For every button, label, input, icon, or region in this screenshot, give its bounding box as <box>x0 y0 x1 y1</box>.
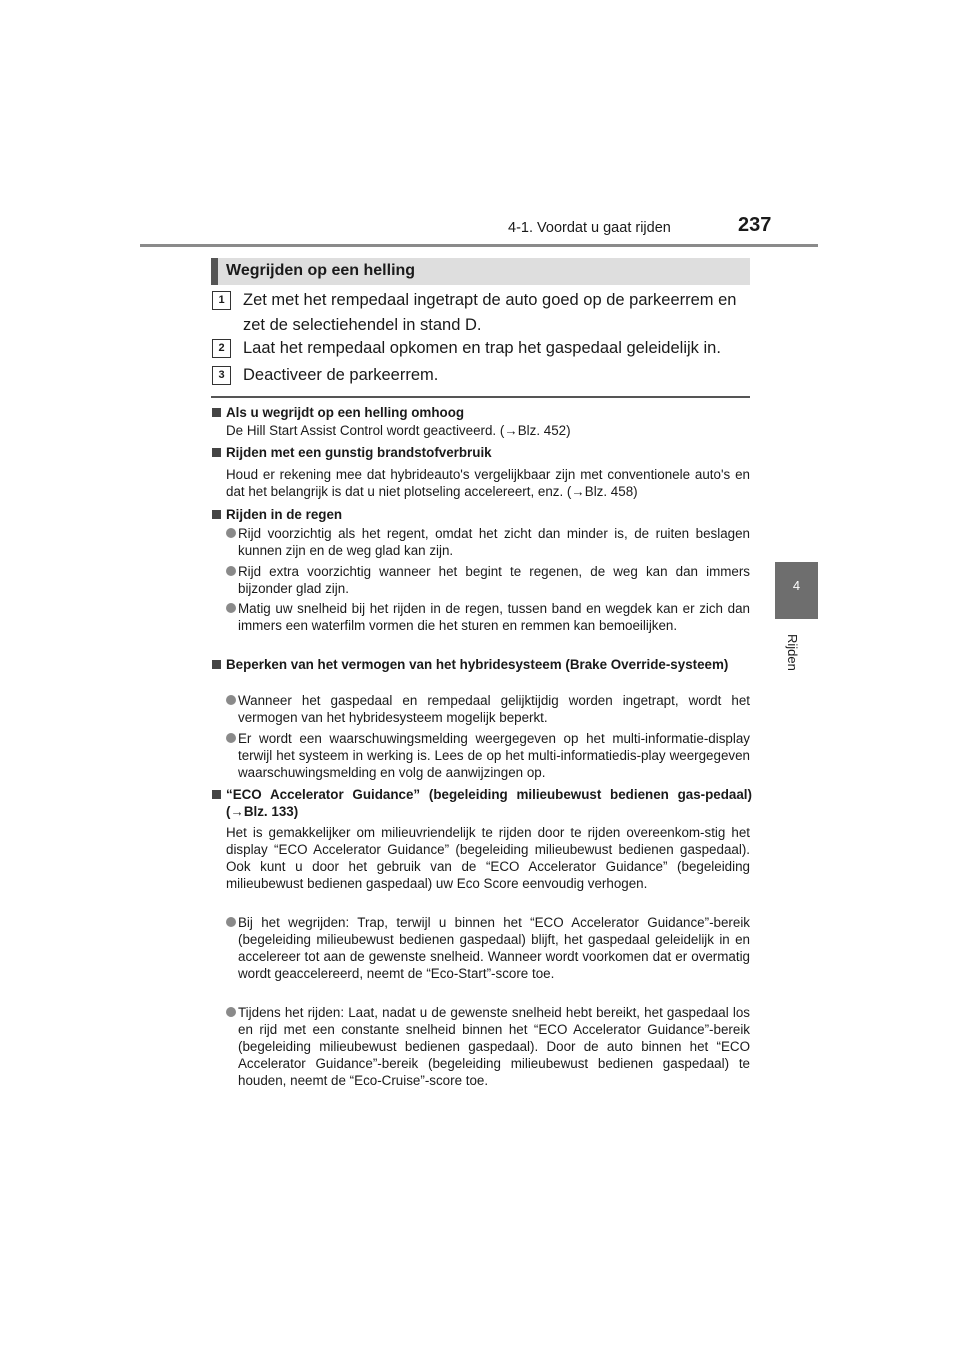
step-number-1: 1 <box>212 291 231 310</box>
note-heading-text: Beperken van het vermogen van het hybridesysteem (Brake Override-systeem) <box>226 657 729 672</box>
square-bullet-icon <box>212 408 221 417</box>
circle-bullet-icon <box>226 1007 236 1017</box>
list-item-text: Rijd voorzichtig als het regent, omdat het zicht dan minder is, de ruiten beslagen kunnen zijn en de weg glad kan zijn. <box>238 526 750 558</box>
note-body: Het is gemakkelijker om milieuvriendelijk te rijden door te rijden overeenkom-stig het display “ECO Accelerator Guidance” (begeleiding milieubewust bedienen gaspedaal). Ook kunt u door het gebruik van de “ECO Accelerator Guidance” (begeleiding milieubewust bedienen gaspedaal) uw Eco Score eenvoudig verhogen. <box>226 825 750 891</box>
square-bullet-icon <box>212 790 221 799</box>
square-bullet-icon <box>212 448 221 457</box>
circle-bullet-icon <box>226 528 236 538</box>
note-heading <box>212 444 752 461</box>
header-section-title: 4-1. Voordat u gaat rijden <box>508 220 671 236</box>
note-heading-text: Rijden met een gunstig brandstofverbruik <box>226 445 492 460</box>
step-text-3: Deactiveer de parkeerrem. <box>243 366 439 384</box>
list-item-text: Er wordt een waarschuwingsmelding weergegeven op het multi-informatie-display terwijl het systeem in werking is. Lees de op het multi-informatiedis-play weergegeven waarschuwingsmelding en volg de aanwijzingen op. <box>238 731 750 780</box>
page-number: 237 <box>738 214 772 236</box>
step-number-3: 3 <box>212 366 231 385</box>
list-item <box>226 1004 750 1089</box>
note-heading <box>212 506 752 523</box>
note-heading <box>212 656 752 673</box>
list-item <box>226 692 750 726</box>
list-item-text: Wanneer het gaspedaal en rempedaal gelijktijdig worden ingetrapt, wordt het vermogen van het hybridesysteem mogelijk beperkt. <box>238 693 750 725</box>
step-text-1: Zet met het rempedaal ingetrapt de auto goed op de parkeerrem en zet de selectiehendel in stand D. <box>243 291 737 334</box>
list-item <box>226 600 750 634</box>
section-divider <box>211 396 750 398</box>
list-item-text: Bij het wegrijden: Trap, terwijl u binnen het “ECO Accelerator Guidance”-bereik (begeleiding milieubewust bedienen gaspedaal) blijft, het gaspedaal geleidelijk in en accelereer tot aan de gewenste snelheid. Wanneer wordt voorkomen dat er overmatig wordt geaccelereerd, neemt de “Eco-Start”-score toe. <box>238 915 750 981</box>
circle-bullet-icon <box>226 566 236 576</box>
step-number-2: 2 <box>212 339 231 358</box>
square-bullet-icon <box>212 510 221 519</box>
circle-bullet-icon <box>226 603 236 613</box>
note-heading-text: Rijden in de regen <box>226 507 343 522</box>
section-header-accent <box>211 258 218 285</box>
list-item <box>226 563 750 597</box>
circle-bullet-icon <box>226 917 236 927</box>
list-item-text: Rijd extra voorzichtig wanneer het begint te regenen, de weg kan dan immers bijzonder glad zijn. <box>238 564 750 596</box>
square-bullet-icon <box>212 660 221 669</box>
circle-bullet-icon <box>226 695 236 705</box>
note-body: De Hill Start Assist Control wordt geactiveerd. (→Blz. 452) <box>226 423 571 438</box>
chapter-tab-number: 4 <box>792 578 801 593</box>
chapter-tab-label-wrapper <box>784 634 804 694</box>
step-text-2: Laat het rempedaal opkomen en trap het gaspedaal geleidelijk in. <box>243 339 721 357</box>
list-item <box>226 525 750 559</box>
section-title: Wegrijden op een helling <box>226 262 416 279</box>
note-heading-text: “ECO Accelerator Guidance” (begeleiding milieubewust bedienen gas-pedaal) (→Blz. 133) <box>226 787 752 819</box>
header-divider <box>140 244 818 247</box>
note-heading-text: Als u wegrijdt op een helling omhoog <box>226 405 465 420</box>
list-item <box>226 730 750 781</box>
note-heading <box>212 404 752 421</box>
chapter-tab-label: Rijden <box>785 634 800 671</box>
list-item-text: Tijdens het rijden: Laat, nadat u de gewenste snelheid hebt bereikt, het gaspedaal los en rijd met een constante snelheid binnen het “ECO Accelerator Guidance”-bereik (begeleiding milieubewust bedienen gaspedaal). Door de auto binnen het “ECO Accelerator Guidance”-bereik (begeleiding milieubewust bedienen gaspedaal) te houden, neemt de “Eco-Cruise”-score toe. <box>238 1005 750 1088</box>
note-heading <box>212 786 752 820</box>
note-body: Houd er rekening mee dat hybrideauto's vergelijkbaar zijn met conventionele auto's en dat het belangrijk is dat u niet plotseling accelereert, enz. (→Blz. 458) <box>226 467 750 499</box>
list-item <box>226 914 750 982</box>
list-item-text: Matig uw snelheid bij het rijden in de regen, tussen band en wegdek kan er zich dan immers een waterfilm vormen die het sturen en remmen kan bemoeilijken. <box>238 601 750 633</box>
circle-bullet-icon <box>226 733 236 743</box>
